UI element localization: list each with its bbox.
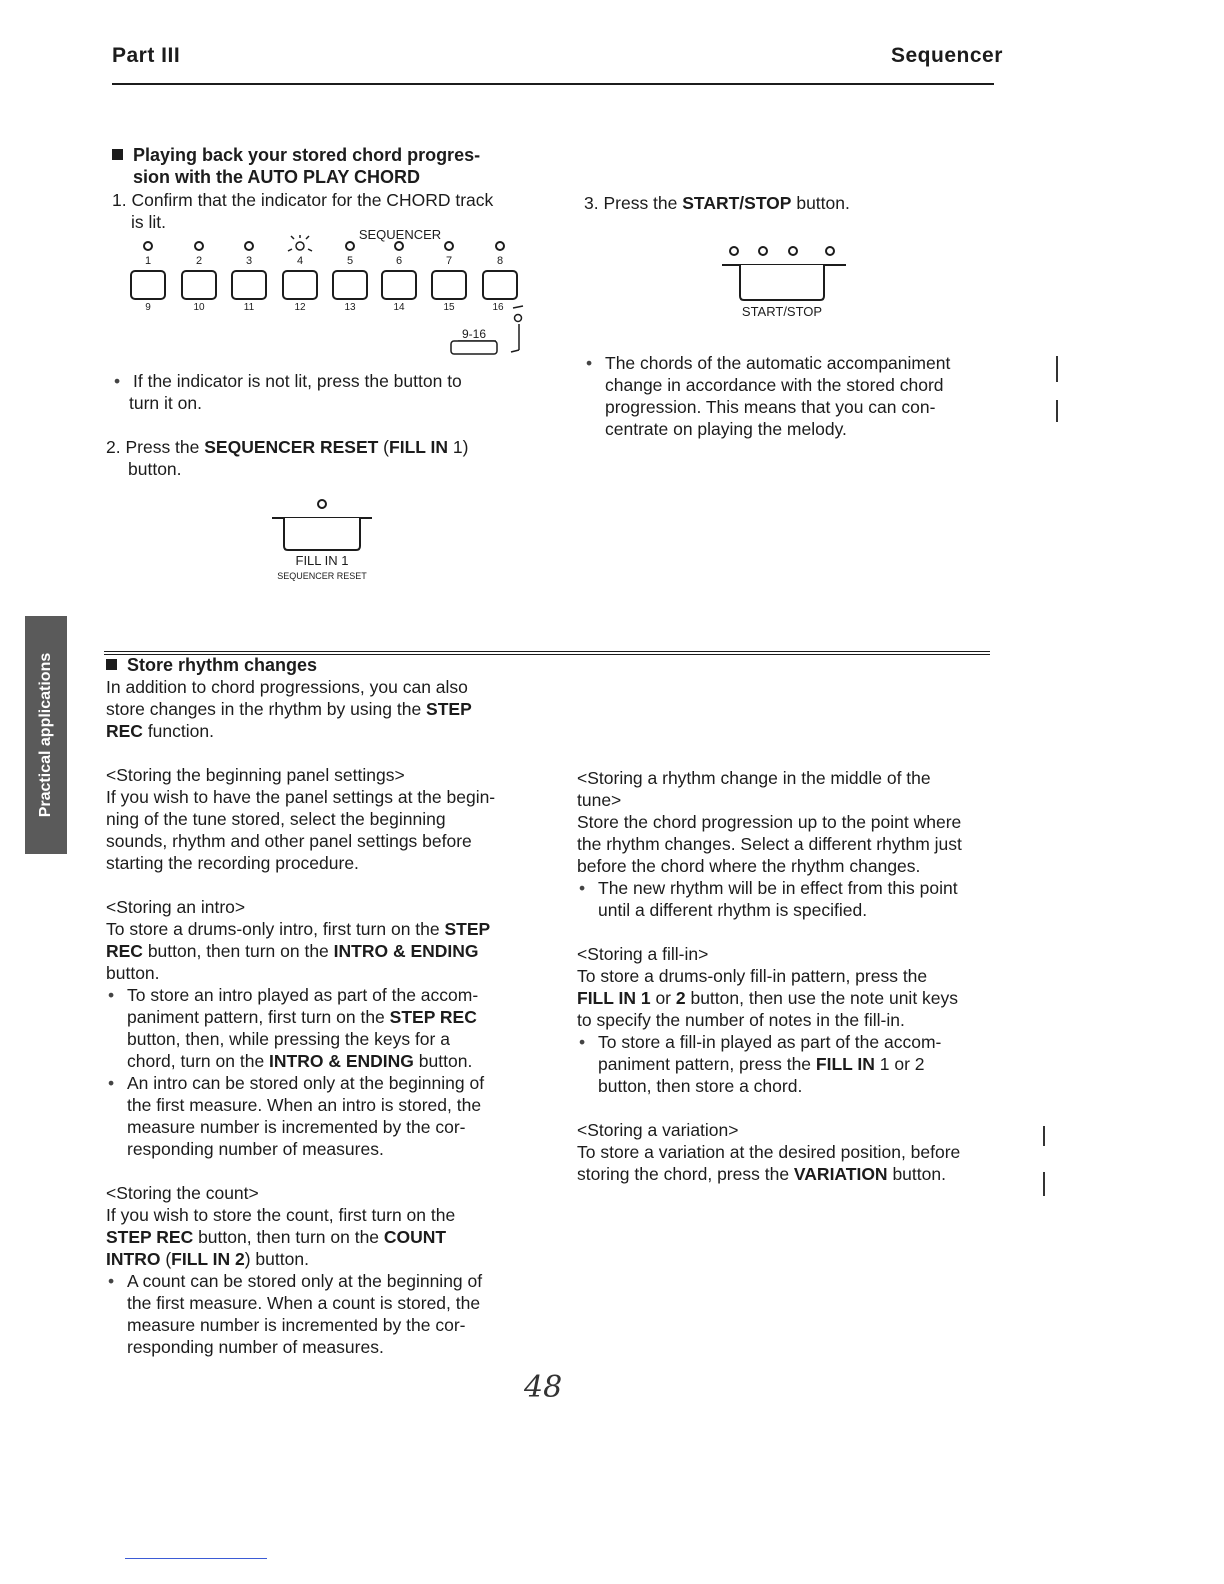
start-stop-button: [740, 265, 824, 300]
intro-b2-line3: measure number is incremented by the cor-: [127, 1117, 466, 1137]
var-line1: To store a variation at the desired position, before: [577, 1142, 961, 1162]
track-button-8: [483, 271, 517, 299]
lit-indicator-4-icon: [288, 235, 312, 251]
step2-bold2: FILL IN: [389, 437, 448, 457]
sequencer-label: SEQUENCER: [358, 227, 442, 242]
track-button-6: [382, 271, 416, 299]
intro-p-line1-pre: To store a drums-only intro, first turn on the: [106, 919, 445, 939]
indicator-7: [445, 242, 453, 250]
track-button-1: [131, 271, 165, 299]
bullet3-line1: • The chords of the automatic accompaniment: [584, 352, 992, 374]
count-line2-bold2: COUNT: [383, 1227, 447, 1247]
side-tab: [25, 616, 67, 854]
step2: [106, 436, 526, 480]
beat-indicator-2: [759, 247, 767, 255]
var-line2-post: button.: [887, 1164, 946, 1184]
count-heading: <Storing the count>: [106, 1183, 259, 1203]
range-button-9-16: [451, 341, 497, 354]
bullet1-line2: turn it on.: [129, 393, 202, 413]
intro-heading: <Storing an intro>: [106, 897, 246, 917]
section1-title-line1: Playing back your stored chord progres-: [133, 145, 481, 165]
section2-right: [577, 767, 987, 1185]
bullet1-line1: • If the indicator is not lit, press the button to: [112, 370, 520, 392]
top-num-4: 4: [296, 255, 304, 267]
begin-heading: <Storing the beginning panel settings>: [106, 765, 405, 785]
top-num-3: 3: [245, 255, 253, 267]
track-button-3: [232, 271, 266, 299]
count-line3-bold1: INTRO: [106, 1249, 161, 1269]
count-b-line4: responding number of measures.: [127, 1337, 384, 1357]
count-b-line3: measure number is incremented by the cor-: [127, 1315, 466, 1335]
intro-line3-post: function.: [142, 721, 214, 741]
mid-line2: the rhythm changes. Select a different rhythm just: [577, 834, 962, 854]
top-num-6: 6: [395, 255, 403, 267]
bottom-num-12: 12: [294, 302, 306, 313]
step2-post: 1): [448, 437, 469, 457]
section1-title: [112, 144, 532, 188]
var-line2-bold: VARIATION: [793, 1164, 888, 1184]
intro-p-line2-bold2: INTRO & ENDING: [333, 941, 479, 961]
intro-b2-line1: • An intro can be stored only at the beginning of: [106, 1072, 516, 1094]
margin-mark: [1056, 400, 1058, 422]
intro-b1-line2-pre: paniment pattern, first turn on the: [127, 1007, 390, 1027]
fill-line2-bold: FILL IN 1: [577, 988, 651, 1008]
bullet-square-icon: [106, 659, 117, 670]
top-num-2: 2: [195, 255, 203, 267]
start-stop-button-diagram: [714, 240, 854, 322]
margin-mark: [1043, 1126, 1045, 1146]
step3: [584, 192, 984, 214]
step2-bold1: SEQUENCER RESET: [204, 437, 379, 457]
count-line3-mid: (: [160, 1249, 172, 1269]
top-num-8: 8: [496, 255, 504, 267]
intro-b1-line2-bold: STEP REC: [389, 1007, 477, 1027]
section2-left: [106, 654, 516, 1358]
header-rule: [112, 83, 994, 85]
count-line2-mid: button, then turn on the: [193, 1227, 384, 1247]
bullet-square-icon: [112, 149, 123, 160]
mid-heading-line1: <Storing a rhythm change in the middle of the: [577, 768, 931, 788]
indicator-2: [195, 242, 203, 250]
bullet3: [584, 352, 992, 440]
intro-b1-line3: button, then, while pressing the keys for a: [127, 1029, 450, 1049]
intro-b2-line4: responding number of measures.: [127, 1139, 384, 1159]
track-button-7: [432, 271, 466, 299]
start-stop-label: START/STOP: [741, 304, 823, 319]
intro-line2-pre: store changes in the rhythm by using the: [106, 699, 427, 719]
side-tab-label: Practical applications: [37, 652, 54, 818]
fill-in-label: FILL IN 1: [295, 553, 349, 568]
beat-indicator-3: [789, 247, 797, 255]
fill-b-line2-post: 1 or 2: [874, 1054, 925, 1074]
fill-line2-mid: or: [650, 988, 676, 1008]
mid-line3: before the chord where the rhythm changes.: [577, 856, 921, 876]
margin-mark: [1056, 356, 1058, 382]
intro-b2-line2: the first measure. When an intro is stored, the: [127, 1095, 482, 1115]
begin-line1: If you wish to have the panel settings at the begin-: [106, 787, 496, 807]
header-part: Part III: [112, 44, 181, 67]
track-button-2: [182, 271, 216, 299]
section2-title: Store rhythm changes: [127, 655, 318, 675]
bullet3-line2: change in accordance with the stored chord: [605, 375, 944, 395]
intro-b1-line1: • To store an intro played as part of the accom-: [106, 984, 516, 1006]
top-num-1: 1: [144, 255, 152, 267]
var-line2-pre: storing the chord, press the: [577, 1164, 794, 1184]
fill-in-indicator: [318, 500, 326, 508]
track-button-5: [333, 271, 367, 299]
bottom-num-9: 9: [145, 302, 151, 313]
range-label: 9-16: [461, 327, 487, 341]
fill-line1: To store a drums-only fill-in pattern, press the: [577, 966, 928, 986]
indicator-1: [144, 242, 152, 250]
indicator-3: [245, 242, 253, 250]
page-number: 48: [524, 1370, 563, 1405]
mid-b-line1: • The new rhythm will be in effect from this point: [577, 877, 987, 899]
begin-line4: starting the recording procedure.: [106, 853, 359, 873]
count-line3-bold2: FILL IN 2: [171, 1249, 245, 1269]
step3-pre: 3. Press the: [584, 193, 683, 213]
fill-line2-bold2: 2: [675, 988, 686, 1008]
fill-b-line2-bold: FILL IN: [815, 1054, 875, 1074]
fill-line3: to specify the number of notes in the fill-in.: [577, 1010, 905, 1030]
bottom-num-11: 11: [243, 302, 255, 313]
beat-indicator-1: [730, 247, 738, 255]
bottom-num-10: 10: [193, 302, 205, 313]
fill-in-button-diagram: [262, 494, 382, 584]
indicator-6: [395, 242, 403, 250]
count-line2-bold1: STEP REC: [106, 1227, 194, 1247]
track-button-4: [283, 271, 317, 299]
begin-line3: sounds, rhythm and other panel settings before: [106, 831, 472, 851]
top-num-7: 7: [445, 255, 453, 267]
section1-title-line2: sion with the AUTO PLAY CHORD: [133, 167, 421, 187]
section-divider: [104, 651, 990, 652]
intro-line2-bold: STEP: [426, 699, 472, 719]
count-line3-post: ) button.: [244, 1249, 309, 1269]
intro-p-line3: button.: [106, 963, 160, 983]
step1-line1: 1. Confirm that the indicator for the CHORD track: [112, 190, 494, 210]
mid-b-line2: until a different rhythm is specified.: [598, 900, 868, 920]
indicator-5: [346, 242, 354, 250]
mid-heading-line2: tune>: [577, 790, 622, 810]
step2-line2: button.: [128, 459, 182, 479]
fill-in-sublabel: SEQUENCER RESET: [277, 571, 367, 581]
fill-line2-post: button, then use the note unit keys: [685, 988, 959, 1008]
step1-line2: is lit.: [131, 212, 166, 232]
fill-heading: <Storing a fill-in>: [577, 944, 709, 964]
count-b-line2: the first measure. When a count is stored, the: [127, 1293, 481, 1313]
step3-bold: START/STOP: [682, 193, 792, 213]
footer-line: [125, 1558, 267, 1559]
margin-mark: [1043, 1172, 1045, 1196]
fill-in-button: [284, 518, 360, 550]
intro-line3-bold: REC: [106, 721, 143, 741]
bottom-num-16: 16: [492, 302, 504, 313]
count-line1: If you wish to store the count, first turn on the: [106, 1205, 456, 1225]
intro-p-line2-bold1: REC: [106, 941, 143, 961]
intro-b1-line4-post: button.: [413, 1051, 473, 1071]
beat-indicator-4: [826, 247, 834, 255]
intro-b1-line4-pre: chord, turn on the: [127, 1051, 270, 1071]
step2-pre: 2. Press the: [106, 437, 205, 457]
bullet3-line3: progression. This means that you can con-: [605, 397, 936, 417]
count-b-line1: • A count can be stored only at the beginning of: [106, 1270, 516, 1292]
intro-p-line1-bold: STEP: [444, 919, 491, 939]
fill-b-line3: button, then store a chord.: [598, 1076, 803, 1096]
fill-b-line1: • To store a fill-in played as part of the accom-: [577, 1031, 987, 1053]
step3-post: button.: [791, 193, 850, 213]
indicator-8: [496, 242, 504, 250]
begin-line2: ning of the tune stored, select the beginning: [106, 809, 446, 829]
bottom-num-14: 14: [393, 302, 405, 313]
bullet1: [112, 370, 520, 414]
intro-p-line2-mid: button, then turn on the: [142, 941, 334, 961]
mid-line1: Store the chord progression up to the point where: [577, 812, 962, 832]
step2-mid: (: [378, 437, 390, 457]
header-section: Sequencer: [891, 44, 1003, 67]
intro-b1-line4-bold: INTRO & ENDING: [269, 1051, 414, 1071]
bottom-num-13: 13: [344, 302, 356, 313]
intro-line1: In addition to chord progressions, you can also: [106, 677, 468, 697]
sequencer-panel-diagram: [118, 224, 538, 364]
range-indicator: [515, 315, 522, 322]
var-heading: <Storing a variation>: [577, 1120, 739, 1140]
bottom-num-15: 15: [443, 302, 455, 313]
fill-b-line2-pre: paniment pattern, press the: [598, 1054, 816, 1074]
bullet3-line4: centrate on playing the melody.: [605, 419, 847, 439]
top-num-5: 5: [346, 255, 354, 267]
